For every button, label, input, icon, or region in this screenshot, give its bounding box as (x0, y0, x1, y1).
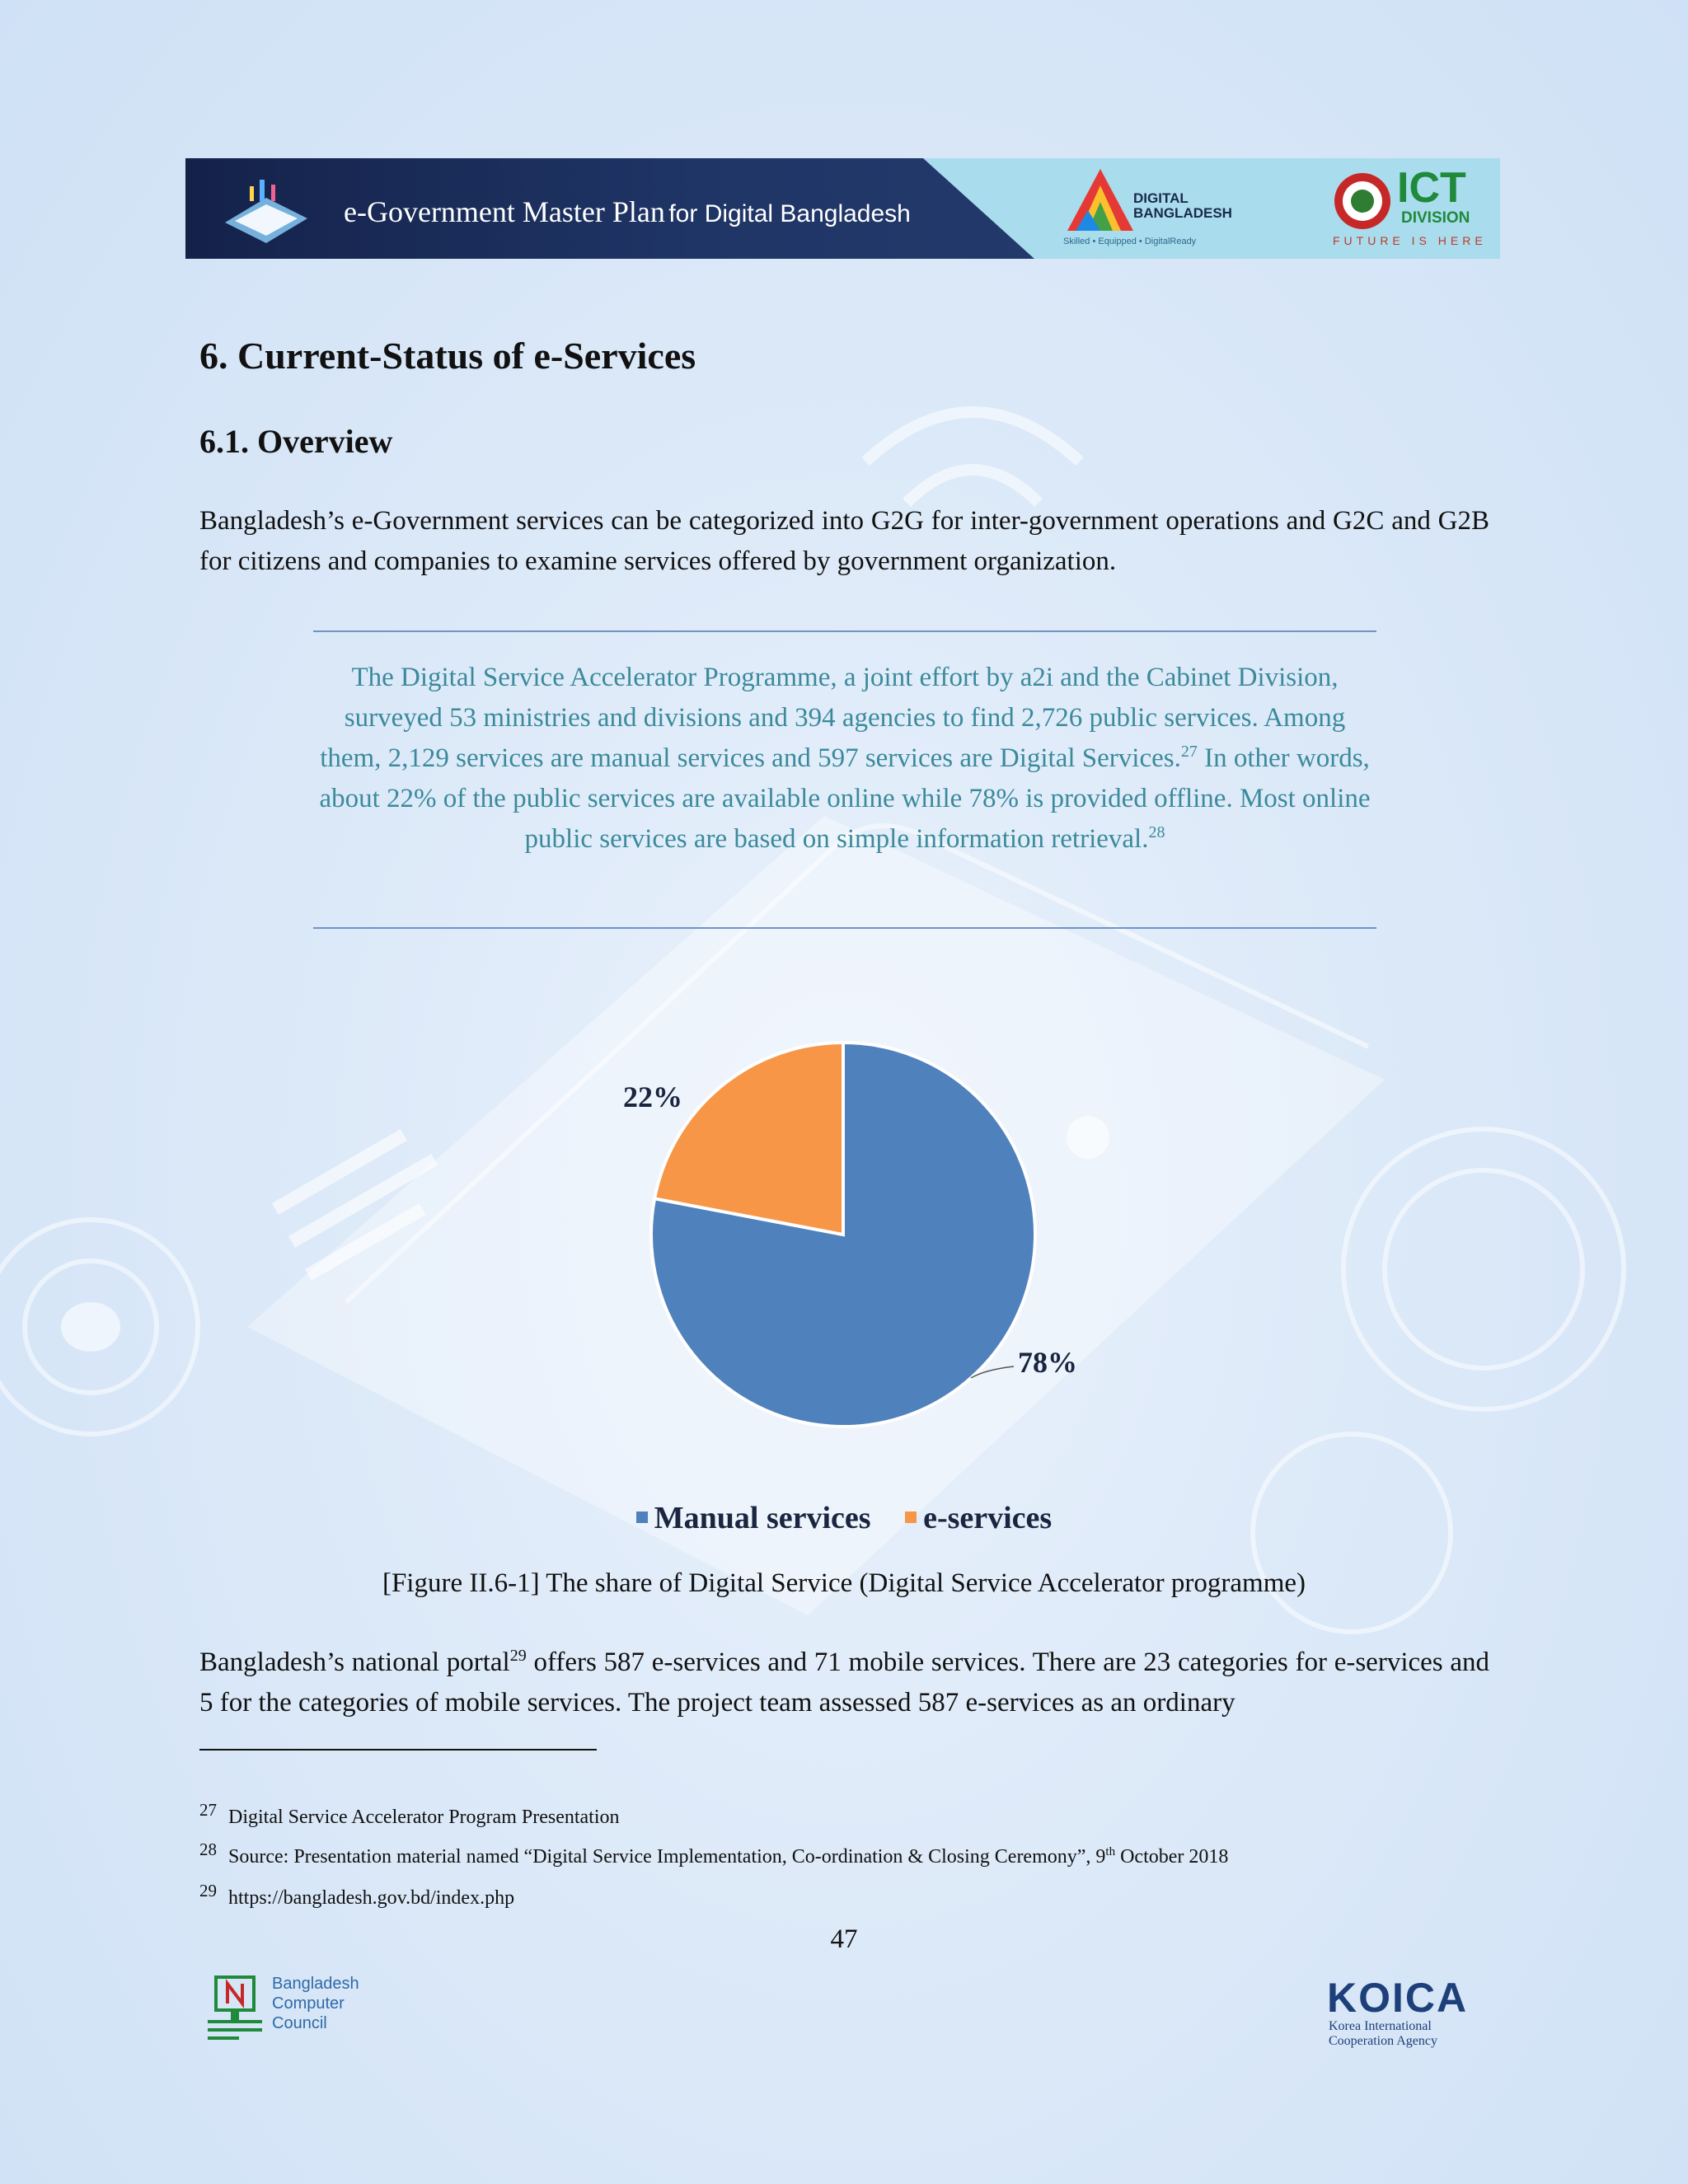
footnote-text: Source: Presentation material named “Digital Service Implementation, Co-ordination & Closing Ceremony”, 9 (228, 1846, 1106, 1868)
government-emblem-icon (1333, 171, 1392, 231)
koica-wordmark: KOICA (1327, 1975, 1469, 2021)
logo-digital: DIGITAL (1133, 190, 1189, 206)
legend-swatch-manual (636, 1511, 648, 1523)
footnote-separator (199, 1749, 597, 1750)
pie-chart (610, 1022, 1104, 1483)
banner-title-main: e-Government Master Plan (344, 195, 665, 228)
callout-bottom-rule (313, 927, 1376, 929)
callout-text-b: In other words, about 22% of the public services are available online while 78% is provided offline. Most online public services are based on simple information retrieval. (319, 743, 1371, 854)
pie-label-eservices: 22% (623, 1080, 682, 1113)
legend-item-eservices (905, 1500, 1052, 1536)
ict-division: DIVISION (1401, 209, 1470, 227)
computer-icon (206, 1974, 264, 2048)
section-heading: 6. Current-Status of e-Services (199, 335, 696, 377)
footnote-link-text: https://bangladesh.gov.bd/index.php (228, 1887, 515, 1909)
section-subheading: 6.1. Overview (199, 423, 393, 460)
footnote-text: Digital Service Accelerator Program Presentation (228, 1807, 620, 1828)
digital-bangladesh-text (1133, 191, 1232, 221)
footnote-ordinal: th (1105, 1845, 1116, 1858)
portal-text-b: offers 587 e-services and 71 mobile services. There are 23 categories for e-services and 5 for the categories of mobile services. The project team assessed 587 e-services as an ordinary (199, 1647, 1490, 1718)
bcc-name (272, 1974, 359, 2033)
callout-ref-b: 28 (1148, 823, 1165, 841)
bcc-line-3: Council (272, 2014, 327, 2032)
callout-ref-a: 27 (1180, 743, 1198, 761)
legend-label-manual: Manual services (654, 1501, 871, 1535)
footnote-number: 28 (199, 1840, 217, 1859)
koica-sub-2: Cooperation Agency (1329, 2034, 1437, 2048)
ict-title: ICT (1397, 164, 1466, 212)
footnote-text-end: October 2018 (1115, 1846, 1229, 1868)
figure-caption: [Figure II.6-1] The share of Digital Service (Digital Service Accelerator programme) (382, 1568, 1306, 1598)
banner-title-suffix: for Digital Bangladesh (668, 200, 911, 227)
pie-label-manual: 78% (1018, 1346, 1077, 1379)
legend-item-manual (636, 1500, 871, 1536)
koica-sub-1: Korea International (1329, 2019, 1432, 2033)
koica-logo (1327, 1976, 1508, 2059)
page-number: 47 (830, 1924, 858, 1954)
header-banner (185, 158, 1500, 259)
banner-title (344, 194, 911, 229)
portal-text-a: Bangladesh’s national portal (199, 1647, 510, 1677)
footnote-number: 29 (199, 1881, 217, 1900)
footnote-29 (199, 1881, 515, 1910)
bcc-line-1: Bangladesh (272, 1975, 359, 1993)
intro-paragraph: Bangladesh’s e-Government services can be categorized into G2G for inter-government operations and G2C and G2B for citizens and companies to examine services offered by government organization. (199, 506, 1489, 576)
logo-bangladesh: BANGLADESH (1133, 205, 1232, 221)
bcc-logo (206, 1974, 412, 2056)
callout-text-a: The Digital Service Accelerator Programme, a joint effort by a2i and the Cabinet Division, surveyed 53 ministries and divisions and 394 agencies to find 2,726 public services. Among them, 2,129 services are manual services and 597 services are Digital Services. (320, 663, 1346, 773)
legend-label-eservices: e-services (923, 1501, 1053, 1535)
footnote-27 (199, 1800, 620, 1830)
ict-tagline: FUTURE IS HERE (1333, 234, 1487, 247)
footnote-28 (199, 1840, 1229, 1869)
footnote-number: 27 (199, 1800, 217, 1820)
logo-tagline: Skilled • Equipped • DigitalReady (1063, 237, 1197, 246)
callout-text (313, 658, 1376, 860)
tablet-icon (217, 173, 316, 251)
legend-swatch-eservices (905, 1511, 917, 1523)
chart-legend (0, 1500, 1688, 1536)
callout-top-rule (313, 630, 1376, 632)
bcc-line-2: Computer (272, 1994, 345, 2013)
portal-ref: 29 (509, 1647, 527, 1665)
portal-paragraph (199, 1643, 1489, 1723)
